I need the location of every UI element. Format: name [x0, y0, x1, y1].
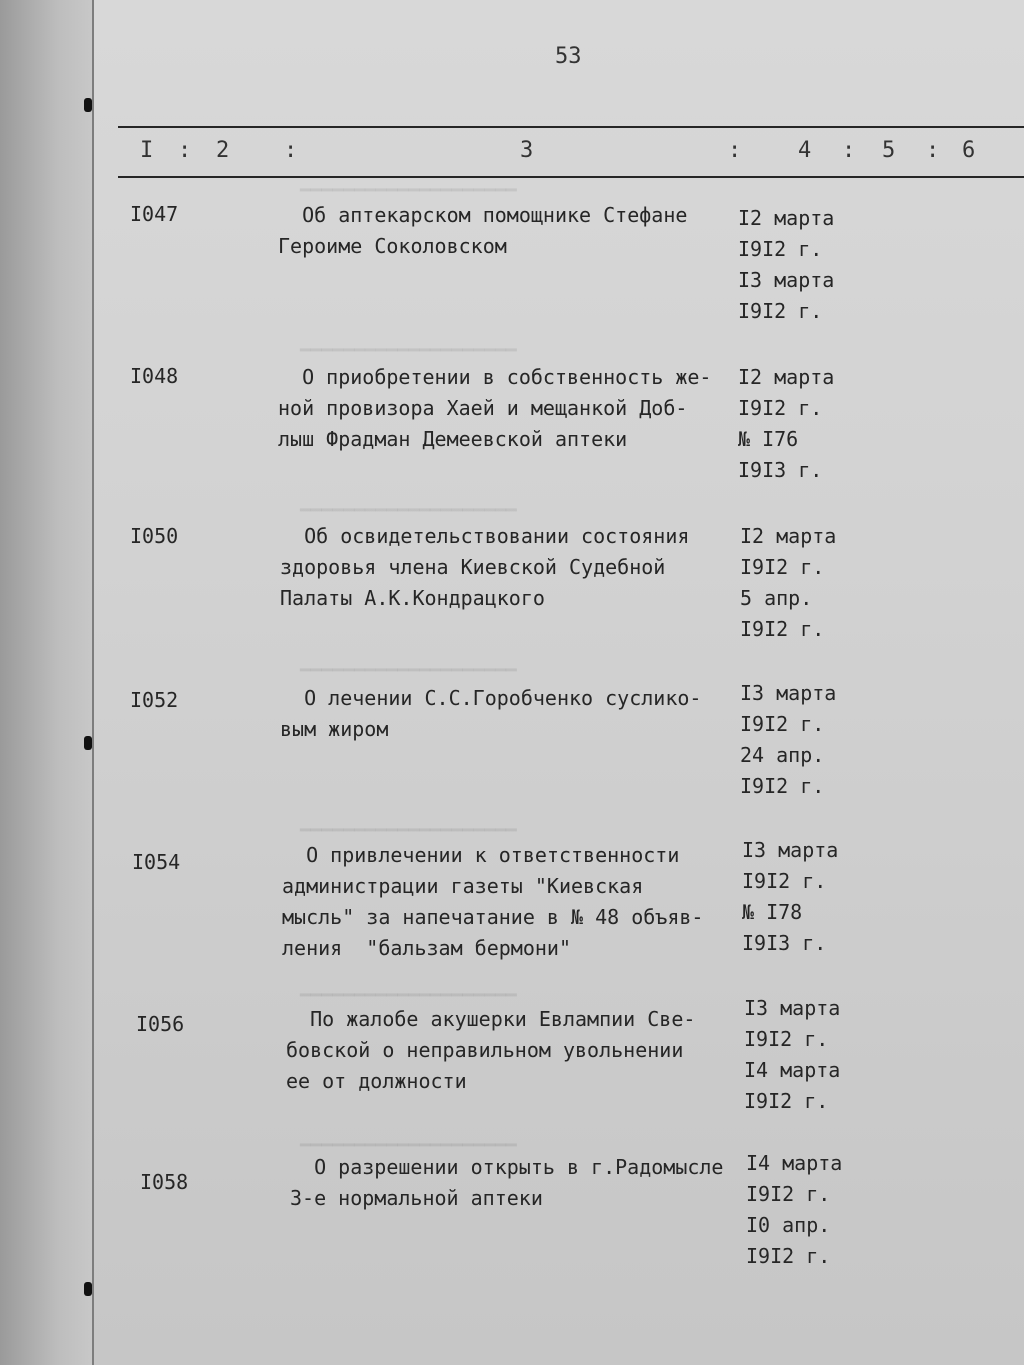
entry-dates: I3 марта I9I2 г. 24 апр. I9I2 г. — [740, 681, 837, 798]
header-bottom-rule — [118, 176, 1024, 178]
entry-title: О разрешении открыть в г.Радомысле 3-е нормальной аптеки — [290, 1155, 724, 1210]
page-number: 53 — [555, 44, 582, 69]
header-top-rule — [118, 126, 1024, 128]
entry-dates: I3 марта I9I2 г. I4 марта I9I2 г. — [744, 996, 841, 1113]
entry-number: I054 — [132, 850, 181, 874]
header-col-6: 6 — [962, 138, 976, 163]
entry-title: О привлечении к ответственности администрации газеты "Киевская мысль" за напечатание в № 48 объяв- ления "бальзам бермони" — [282, 843, 704, 960]
header-separator: : — [842, 138, 856, 163]
bleed-through: ━━━━━━━━━━━━━━━━━━━━ — [300, 500, 517, 521]
header-col-3: 3 — [520, 138, 534, 163]
header-col-1: I — [140, 138, 154, 163]
header-separator: : — [926, 138, 940, 163]
bleed-through: ━━━━━━━━━━━━━━━━━━━━ — [300, 180, 517, 201]
binding-hole — [84, 1282, 92, 1296]
header-separator: : — [728, 138, 742, 163]
previous-page-edge — [0, 0, 96, 1365]
bleed-through: ━━━━━━━━━━━━━━━━━━━━ — [300, 1135, 517, 1156]
entry-number: I058 — [140, 1170, 189, 1194]
entry-number: I056 — [136, 1012, 185, 1036]
binding-hole — [84, 736, 92, 750]
entry-title: О приобретении в собственность же- ной провизора Хаей и мещанкой Доб- лыш Фрадман Демеевской аптеки — [278, 365, 712, 451]
header-separator: : — [178, 138, 192, 163]
entry-dates: I3 марта I9I2 г. № I78 I9I3 г. — [742, 838, 839, 955]
entry-number: I050 — [130, 524, 179, 548]
entry-title: О лечении С.С.Горобченко суслико- вым жиром — [280, 686, 702, 741]
entry-dates: I4 марта I9I2 г. I0 апр. I9I2 г. — [746, 1151, 843, 1268]
entry-dates: I2 марта I9I2 г. № I76 I9I3 г. — [738, 365, 835, 482]
binding-hole — [84, 98, 92, 112]
entry-dates: I2 марта I9I2 г. 5 апр. I9I2 г. — [740, 524, 837, 641]
header-separator: : — [284, 138, 298, 163]
bleed-through: ━━━━━━━━━━━━━━━━━━━━ — [300, 820, 517, 841]
entry-title: По жалобе акушерки Евлампии Све- бовской о неправильном увольнении ее от должности — [286, 1007, 696, 1093]
bleed-through: ━━━━━━━━━━━━━━━━━━━━ — [300, 340, 517, 361]
header-col-4: 4 — [798, 138, 812, 163]
bleed-through: ━━━━━━━━━━━━━━━━━━━━ — [300, 985, 517, 1006]
bleed-through: ━━━━━━━━━━━━━━━━━━━━ — [300, 660, 517, 681]
entry-title: Об аптекарском помощнике Стефане Героиме Соколовском — [278, 203, 688, 258]
header-col-5: 5 — [882, 138, 896, 163]
entry-number: I047 — [130, 202, 179, 226]
header-col-2: 2 — [216, 138, 230, 163]
entry-title: Об освидетельствовании состояния здоровья члена Киевской Судебной Палаты А.К.Кондрацкого — [280, 524, 690, 610]
entry-dates: I2 марта I9I2 г. I3 марта I9I2 г. — [738, 206, 835, 323]
entry-number: I052 — [130, 688, 179, 712]
entry-number: I048 — [130, 364, 179, 388]
